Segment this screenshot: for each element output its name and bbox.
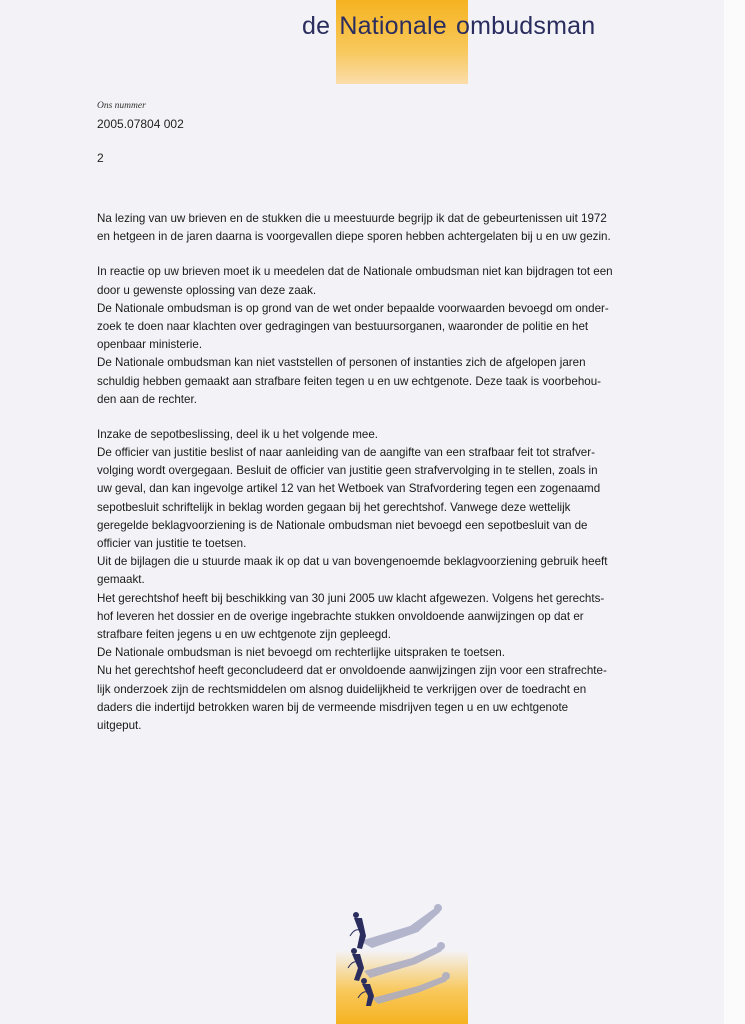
text-line: openbaar ministerie. [97, 338, 203, 352]
scan-edge [724, 0, 745, 1024]
text-line: volging wordt overgegaan. Besluit de officier van justitie geen strafvervolging in te stellen, zoals in [97, 464, 598, 478]
reference-label: Ons nummer [97, 101, 146, 111]
text-line: lijk onderzoek zijn de rechtsmiddelen om alsnog duidelijkheid te verkrijgen over de toedracht en [97, 682, 587, 696]
text-line: en hetgeen in de jaren daarna is voorgevallen diepe sporen hebben achtergelaten bij u en uw gezin. [97, 230, 611, 244]
text-line: De Nationale ombudsman is op grond van de wet onder bepaalde voorwaarden bevoegd om onder- [97, 301, 609, 315]
text-line: strafbare feiten jegens u en uw echtgenote zijn gepleegd. [97, 627, 391, 641]
text-line: uw geval, dan kan ingevolge artikel 12 van het Wetboek van Strafvordering tegen een zogenaamd [97, 482, 601, 496]
ombudsman-figures-logo-icon [340, 896, 460, 1011]
text-line: daders die indertijd betrokken waren bij de vermeende misdrijven tegen u en uw echtgenote [97, 700, 569, 714]
text-line: Inzake de sepotbeslissing, deel ik u het volgende mee. [97, 427, 379, 441]
text-line: Nu het gerechtshof heeft geconcludeerd dat er onvoldoende aanwijzingen zijn voor een strafrechte- [97, 664, 607, 678]
paragraph [97, 426, 677, 735]
page-number: 2 [97, 151, 104, 165]
letterhead-brand [302, 12, 595, 41]
brand-suffix: ombudsman [455, 12, 596, 40]
text-line: Uit de bijlagen die u stuurde maak ik op dat u van bovengenoemde beklagvoorziening gebruik heeft [97, 555, 608, 569]
text-line: schuldig hebben gemaakt aan strafbare feiten tegen u en uw echtgenote. Deze taak is voorbehou- [97, 374, 602, 388]
text-line: door u gewenste oplossing van deze zaak. [97, 283, 317, 297]
brand-prefix: de [302, 12, 331, 40]
paragraph [97, 263, 677, 409]
text-line: uitgeput. [97, 718, 142, 732]
text-line: In reactie op uw brieven moet ik u meedelen dat de Nationale ombudsman niet kan bijdragen tot een [97, 265, 613, 279]
brand-name: Nationale [339, 12, 447, 40]
text-line: geregelde beklagvoorziening is de Nationale ombudsman niet bevoegd een sepotbesluit van de [97, 518, 588, 532]
text-line: gemaakt. [97, 573, 145, 587]
text-line: De Nationale ombudsman kan niet vaststellen of personen of instanties zich de afgelopen jaren [97, 356, 586, 370]
text-line: Na lezing van uw brieven en de stukken die u meestuurde begrijp ik dat de gebeurtenissen uit 1972 [97, 212, 607, 225]
text-line: sepotbesluit schriftelijk in beklag worden gegaan bij het gerechtshof. Vanwege deze wettelijk [97, 500, 571, 514]
text-line: zoek te doen naar klachten over gedragingen van bestuursorganen, waaronder de politie en het [97, 319, 589, 333]
text-line: hof leveren het dossier en de overige ingebrachte stukken onvoldoende aanwijzingen op dat er [97, 609, 584, 623]
text-line: Het gerechtshof heeft bij beschikking van 30 juni 2005 uw klacht afgewezen. Volgens het gerechts- [97, 591, 605, 605]
text-line: officier van justitie te toetsen. [97, 537, 247, 550]
reference-number: 2005.07804 002 [97, 117, 184, 131]
paragraph [97, 210, 677, 246]
text-line: De Nationale ombudsman is niet bevoegd om rechterlijke uitspraken te toetsen. [97, 646, 505, 660]
letter-body [97, 210, 677, 735]
text-line: De officier van justitie beslist of naar aanleiding van de aangifte van een strafbaar feit tot strafver- [97, 446, 595, 460]
text-line: den aan de rechter. [97, 392, 197, 406]
